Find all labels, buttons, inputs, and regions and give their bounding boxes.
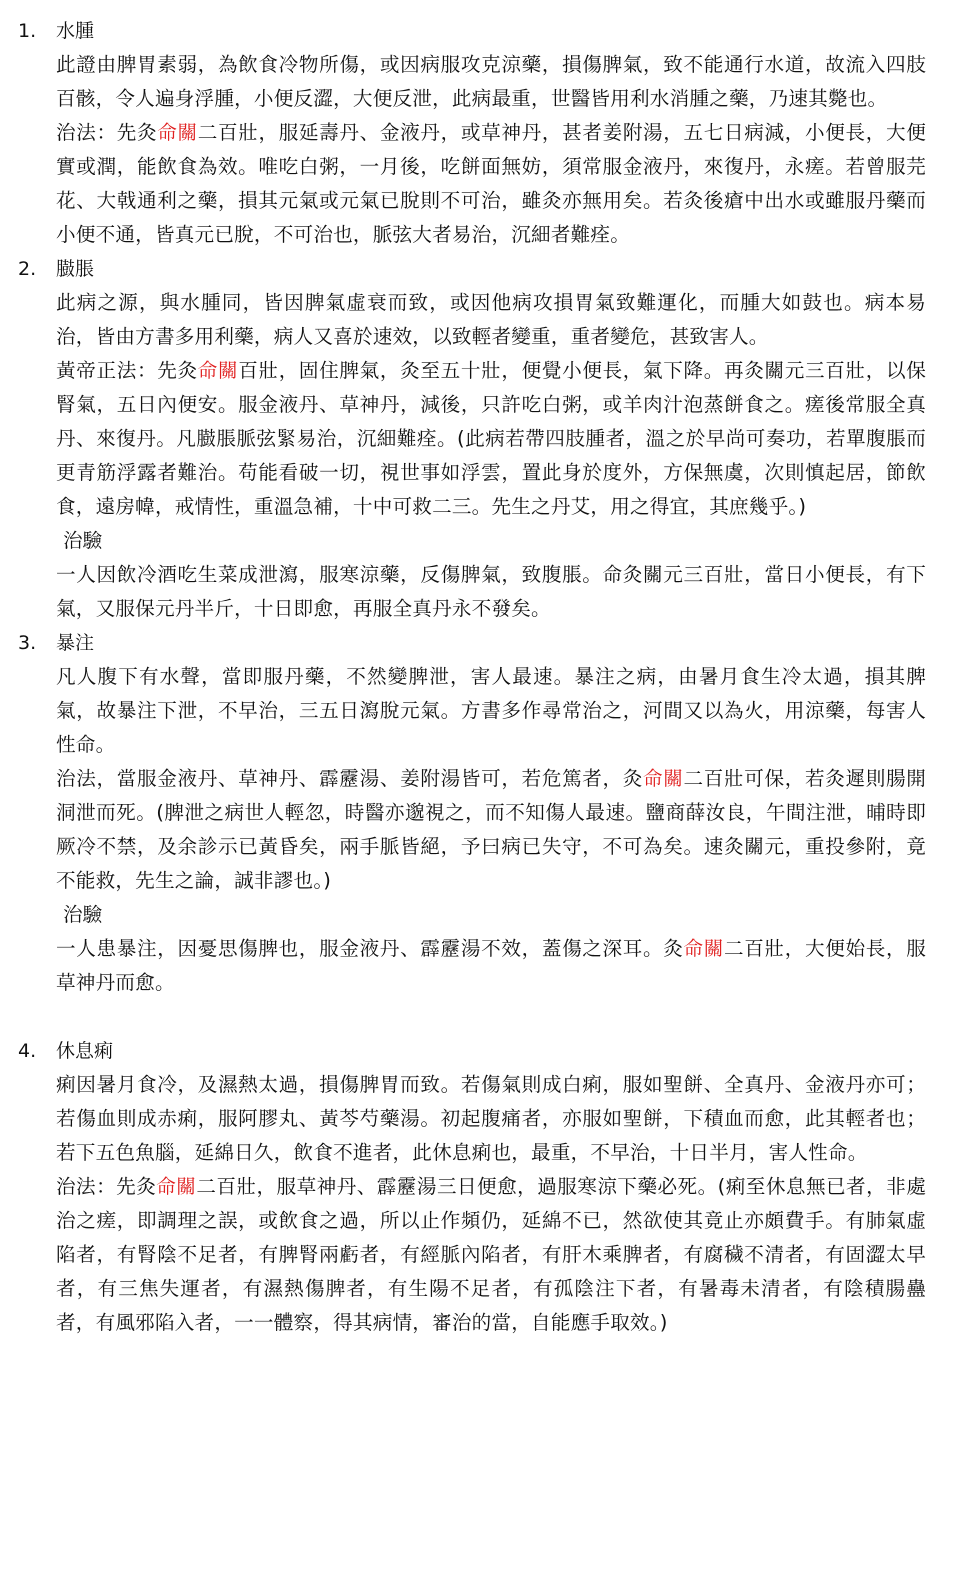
section-title: 休息痢 (56, 1040, 114, 1062)
treatment-paragraph (56, 116, 926, 252)
document-body (0, 14, 975, 1340)
case-text: 一人患暴注，因憂思傷脾也，服金液丹、霹靂湯不效，蓋傷之深耳。灸 (56, 937, 684, 960)
treatment-text: 治法：先灸 (56, 1175, 157, 1198)
section-number: 4. (18, 1040, 37, 1062)
treatment-text: 黃帝正法：先灸 (56, 359, 198, 382)
section-number: 3. (18, 632, 37, 654)
section-bloating (0, 252, 975, 626)
highlight-term: 命關 (156, 1175, 197, 1198)
section-description: 此證由脾胃素弱，為飲食冷物所傷，或因病服攻克涼藥，損傷脾氣，致不能通行水道，故流入四肢百骸，令人遍身浮腫，小便反澀，大便反泄，此病最重，世醫皆用利水消腫之藥，乃速其斃也。 (56, 53, 926, 110)
treatment-paragraph (56, 762, 926, 898)
treatment-text: 治法，當服金液丹、草神丹、霹靂湯、姜附湯皆可，若危篤者，灸 (56, 767, 644, 790)
highlight-term: 命關 (643, 767, 684, 790)
highlight-term: 命關 (157, 121, 198, 144)
section-recurrent-dysentery (0, 1034, 975, 1340)
treatment-text: 二百壯，服草神丹、霹靂湯三日便愈，過服寒涼下藥必死。(痢至休息無已者，非處治之瘥，即調理之誤，或飲食之過，所以止作頻仍，延綿不已，然欲使其竟止亦頗費手。有肺氣虛陷者，有腎陰不足者，有脾腎兩虧者，有經脈內陷者，有肝木乘脾者，有腐穢不清者，有固澀太早者，有三焦失運者，有濕熱傷脾者，有生陽不足者，有孤陰注下者，有暑毒未清者，有陰積腸蠱者，有風邪陷入者，一一體察，得其病情，審治的當，自能應手取效。) (56, 1175, 926, 1334)
highlight-term: 命關 (683, 937, 725, 960)
case-paragraph (56, 932, 926, 1000)
treatment-paragraph (56, 354, 926, 524)
case-paragraph: 一人因飲冷酒吃生菜成泄瀉，服寒涼藥，反傷脾氣，致腹脹。命灸關元三百壯，當日小便長，有下氣，又服保元丹半斤，十日即愈，再服全真丹永不發矣。 (56, 563, 926, 620)
section-sudden-diarrhea (0, 626, 975, 1000)
section-description: 痢因暑月食冷，及濕熱太過，損傷脾胃而致。若傷氣則成白痢，服如聖餅、全真丹、金液丹亦可；若傷血則成赤痢，服阿膠丸、黃芩芍藥湯。初起腹痛者，亦服如聖餅，下積血而愈，此其輕者也；若下五色魚腦，延綿日久，飲食不進者，此休息痢也，最重，不早治，十日半月，害人性命。 (56, 1073, 926, 1164)
section-number: 2. (18, 258, 37, 280)
section-title: 暴注 (56, 632, 95, 654)
section-description: 此病之源，與水腫同，皆因脾氣虛衰而致，或因他病攻損胃氣致難運化，而腫大如鼓也。病本易治，皆由方書多用利藥，病人又喜於速效，以致輕者變重，重者變危，甚致害人。 (56, 291, 926, 348)
case-heading: 治驗 (63, 903, 103, 926)
treatment-text: 二百壯可保，若灸遲則腸開洞泄而死。(脾泄之病世人輕忽，時醫亦邈視之，而不知傷人最速。鹽商薛汝良，午間注泄，晡時即厥冷不禁，及余診示已黃昏矣，兩手脈皆絕，予曰病已失守，不可為矣。速灸關元，重投參附，竟不能救，先生之論，誠非謬也。) (56, 767, 926, 892)
treatment-text: 二百壯，服延壽丹、金液丹，或草神丹，甚者姜附湯，五七日病減，小便長，大便實或潤，能飲食為效。唯吃白粥，一月後，吃餅面無妨，須常服金液丹，來復丹，永瘥。若曾服芫花、大戟通利之藥，損其元氣或元氣已脫則不可治，雖灸亦無用矣。若灸後瘡中出水或雖服丹藥而小便不通，皆真元已脫，不可治也，脈弦大者易治，沉細者難痊。 (56, 121, 927, 246)
treatment-text: 百壯，固住脾氣，灸至五十壯，便覺小便長，氣下降。再灸關元三百壯，以保腎氣，五日內便安。服金液丹、草神丹，減後，只許吃白粥，或羊肉汁泡蒸餅食之。瘥後常服全真丹、來復丹。凡臌脹脈弦緊易治，沉細難痊。(此病若帶四肢腫者，溫之於早尚可奏功，若單腹脹而更青筋浮露者難治。苟能看破一切，視世事如浮雲，置此身於度外，方保無虞，次則慎起居，節飲食，遠房幃，戒情性，重溫急補，十中可救二三。先生之丹艾，用之得宜，其庶幾乎。) (56, 359, 926, 518)
section-number: 1. (18, 20, 37, 42)
section-edema (0, 14, 975, 252)
case-heading: 治驗 (63, 529, 103, 552)
section-description: 凡人腹下有水聲，當即服丹藥，不然變脾泄，害人最速。暴注之病，由暑月食生冷太過，損其脾氣，故暴注下泄，不早治，三五日瀉脫元氣。方書多作尋常治之，河間又以為火，用涼藥，每害人性命。 (56, 665, 926, 756)
treatment-paragraph (56, 1170, 926, 1340)
treatment-text: 治法：先灸 (56, 121, 158, 144)
highlight-term: 命關 (197, 359, 239, 382)
section-title: 臌脹 (56, 258, 95, 280)
section-title: 水腫 (56, 20, 95, 42)
case-text: 二百壯，大便始長，服草神丹而愈。 (56, 937, 927, 994)
